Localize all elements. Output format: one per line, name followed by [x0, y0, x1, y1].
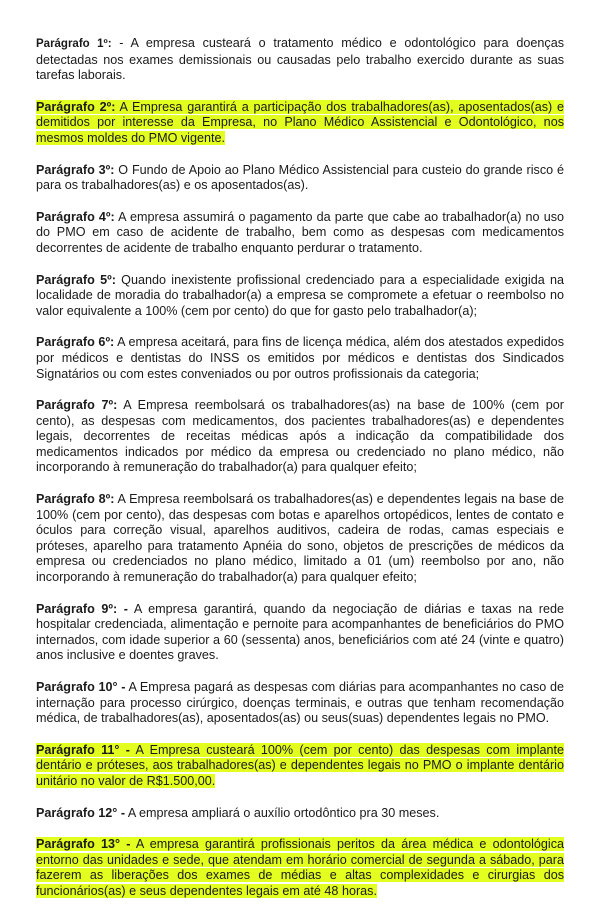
paragraph-label: Parágrafo 12° - [36, 805, 126, 820]
paragraph-text: A empresa garantirá, quando da negociação de diárias e taxas na rede hospitalar credenciada, alimentação e pernoite para acompanhantes de beneficiários do PMO internados, com idade superior a 60 (sessenta) anos, beneficiários com até 24 (vinte e quatro) anos inclusive e doentes graves. [36, 601, 564, 663]
paragraph-10 [36, 680, 564, 727]
paragraph-6 [36, 335, 564, 382]
paragraph-label: Parágrafo 3º: [36, 162, 115, 177]
paragraph-11 [36, 743, 564, 790]
paragraph-text: Quando inexistente profissional credenciado para a especialidade exigida na localidade de moradia do trabalhador(a) a empresa se compromete a efetuar o reembolso no valor equivalente a 100% (cem por cento) do que for gasto pelo trabalhador(a); [36, 272, 564, 318]
paragraph-text: A empresa ampliará o auxílio ortodôntico pra 30 meses. [125, 805, 440, 820]
paragraph-13 [36, 837, 564, 899]
paragraph-4 [36, 210, 564, 257]
paragraph-text: A empresa aceitará, para fins de licença médica, além dos atestados expedidos por médicos e dentistas do INSS os emitidos por médicos e dentistas dos Sindicados Signatários ou com estes conveniados ou por outros profissionais da categoria; [36, 335, 564, 381]
paragraph-label: Parágrafo 9º: - [36, 601, 128, 616]
paragraph-label: Parágrafo 10° - [36, 680, 126, 694]
paragraph-5 [36, 273, 564, 320]
paragraph-label: Parágrafo 1º: [36, 38, 112, 50]
paragraph-text: O Fundo de Apoio ao Plano Médico Assistencial para custeio do grande risco é para os trabalhadores(as) e os aposentados(as). [36, 162, 564, 193]
paragraph-label: Parágrafo 4º: [36, 209, 115, 224]
paragraph-text: A empresa garantirá profissionais peritos da área médica e odontológica entorno das unidades e sede, que atendam em horário comercial de segunda a sábado, para fazerem as liberações dos exames de médias e altas complexidades e cirurgias dos funcionários(as) e seus dependentes legais em até 48 horas. [36, 837, 564, 898]
paragraph-text: A Empresa reembolsará os trabalhadores(as) na base de 100% (cem por cento), as despesas com medicamentos, dos pacientes trabalhadores(as) e dependentes legais, decorrentes de receitas médicas após a indicação da compatibilidade dos medicamentos indicados por médico da empresa ou credenciado no plano médico, não incorporando à remuneração do trabalhador(a) para qualquer efeito; [36, 398, 564, 475]
paragraph-8 [36, 492, 564, 586]
paragraph-9 [36, 602, 564, 664]
paragraph-label: Parágrafo 7º: [36, 398, 118, 413]
paragraph-text: A empresa assumirá o pagamento da parte que cabe ao trabalhador(a) no uso do PMO em caso de acidente de trabalho, bem como as despesas com medicamentos decorrentes de acidente de trabalho enquanto perdurar o tratamento. [36, 209, 564, 255]
paragraph-label: Parágrafo 6º: [36, 335, 115, 350]
paragraph-2 [36, 100, 564, 147]
paragraph-3 [36, 163, 564, 194]
paragraph-label: Parágrafo 8º: [36, 492, 115, 507]
paragraph-text: - A empresa custeará o tratamento médico e odontológico para doenças detectadas nos exames demissionais ou causadas pelo trabalho exercido durante as suas tarefas laborais. [36, 36, 564, 83]
paragraph-7 [36, 398, 564, 476]
paragraph-12 [36, 806, 564, 822]
paragraph-text: A Empresa custeará 100% (cem por cento) das despesas com implante dentário e próteses, aos trabalhadores(as) e dependentes legais no PMO o implante dentário unitário no valor de R$1.500,00. [36, 742, 565, 788]
paragraph-label: Parágrafo 11° - [36, 742, 130, 757]
paragraph-label: Parágrafo 5º: [36, 272, 116, 287]
paragraph-1 [36, 36, 564, 84]
paragraph-text: A Empresa reembolsará os trabalhadores(as) e dependentes legais na base de 100% (cem por cento), das despesas com botas e aparelhos ortopédicos, lentes de contato e óculos para correção visual, aparelhos auditivos, cadeira de rodas, camas especiais e próteses, aparelho para tratamento Apnéia do sono, objetos de prescrições de médicos da empresa ou credenciados no plano médico, limitado a 01 (um) reembolso por ano, não incorporando à remuneração do trabalhador(a) para qualquer efeito; [36, 492, 564, 585]
paragraph-label: Parágrafo 2º: [36, 99, 116, 114]
paragraph-label: Parágrafo 13° - [36, 837, 131, 852]
paragraph-text: A Empresa garantirá a participação dos trabalhadores(as), aposentados(as) e demitidos por interesse da Empresa, no Plano Médico Assistencial e Odontológico, nos mesmos moldes do PMO vigente. [36, 99, 564, 145]
paragraph-text: A Empresa pagará as despesas com diárias para acompanhantes no caso de internação para processo cirúrgico, doenças terminais, e outras que tenham recomendação médica, de trabalhadores(as), aposentados(as) ou seus(suas) dependentes legais no PMO. [36, 680, 564, 726]
document-page [36, 36, 564, 916]
